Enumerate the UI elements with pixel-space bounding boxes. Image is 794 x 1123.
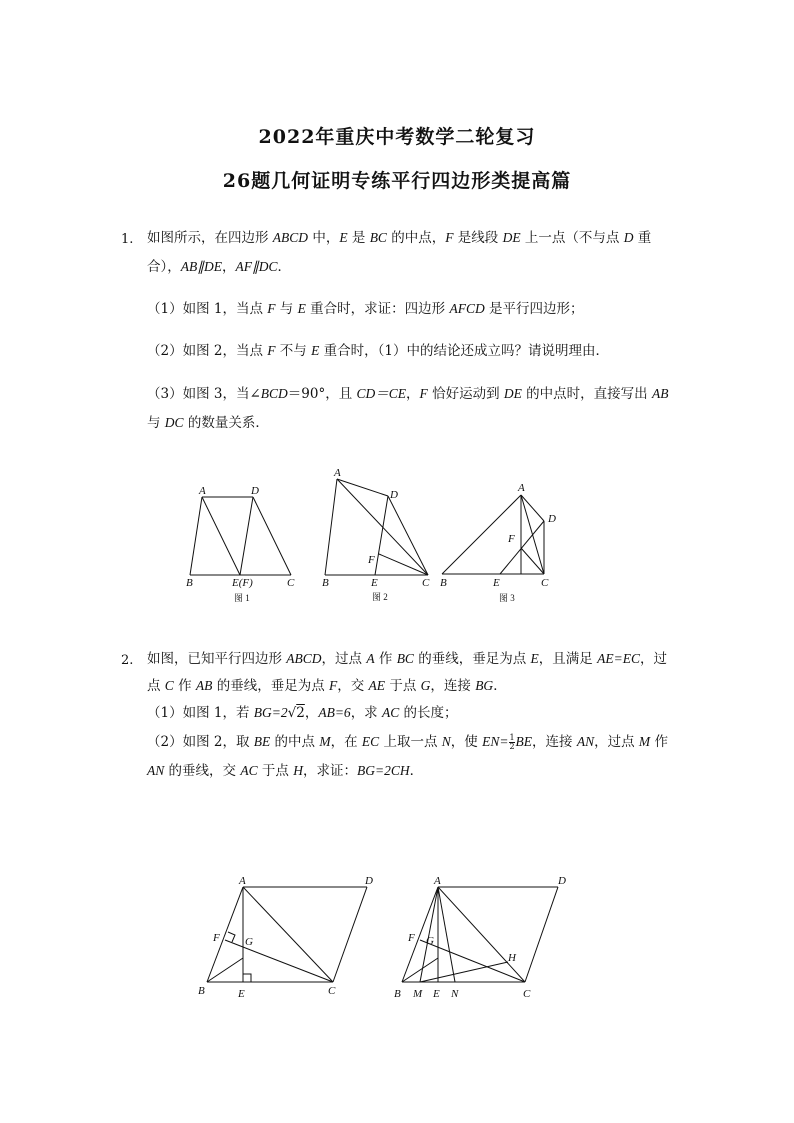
- fraction-one-half: $\frac{1}{2}$: [509, 733, 515, 751]
- label-B: B: [322, 577, 329, 589]
- label-E: E: [433, 988, 440, 1000]
- label-A: A: [199, 485, 206, 497]
- document-subtitle: 26题几何证明专练平行四边形类提高篇: [222, 170, 572, 192]
- label-B: B: [186, 577, 193, 589]
- label-M: M: [413, 988, 423, 1000]
- label-E-F: E(F): [232, 577, 253, 589]
- label-G: G: [426, 935, 434, 947]
- q2-part-1: （1）如图 1，若 BG=2√2，AB=6，求 AC 的长度；: [147, 705, 458, 721]
- label-B: B: [198, 985, 205, 997]
- question-1-number: 1.: [121, 232, 134, 247]
- q1-line-1: 如图所示，在四边形 ABCD 中，E 是 BC 的中点，F 是线段 DE 上一点（不与点 D 重: [147, 230, 652, 246]
- label-F: F: [508, 533, 515, 545]
- label-F: F: [408, 932, 415, 944]
- label-C: C: [523, 988, 531, 1000]
- figure-caption: 图 2: [372, 592, 388, 602]
- q1-part-2: （2）如图 2，当点 F 不与 E 重合时，（1）中的结论还成立吗？请说明理由．: [147, 343, 609, 359]
- q2-part-2-cont: AN 的垂线，交 AC 于点 H，求证：BG=2CH．: [147, 763, 424, 779]
- q1-line-2: 合），AB∥DE，AF∥DC．: [147, 259, 291, 275]
- label-A: A: [239, 875, 246, 887]
- label-A: A: [434, 875, 441, 887]
- label-A: A: [334, 467, 341, 479]
- figure-caption: 图 3: [499, 593, 515, 603]
- label-C: C: [422, 577, 430, 589]
- question-2-number: 2.: [121, 653, 134, 668]
- label-D: D: [390, 489, 398, 501]
- q2-part-2: （2）如图 2，取 BE 的中点 M，在 EC 上取一点 N，使 EN= $\frac{1}{2}$ BE，连接 AN，过点 M 作: [147, 733, 668, 751]
- label-B: B: [394, 988, 401, 1000]
- label-C: C: [328, 985, 336, 997]
- label-B: B: [440, 577, 447, 589]
- label-D: D: [548, 513, 556, 525]
- q2-figure-1: [195, 870, 385, 1005]
- label-F: F: [368, 554, 375, 566]
- q1-part-1: （1）如图 1，当点 F 与 E 重合时，求证：四边形 AFCD 是平行四边形；: [147, 301, 584, 317]
- label-D: D: [251, 485, 259, 497]
- q1-figure-3: [440, 478, 565, 605]
- label-E: E: [238, 988, 245, 1000]
- label-F: F: [213, 932, 220, 944]
- q2-figure-2: [390, 870, 580, 1005]
- label-C: C: [541, 577, 549, 589]
- label-C: C: [287, 577, 295, 589]
- label-N: N: [451, 988, 459, 1000]
- label-H: H: [508, 952, 516, 964]
- q1-figure-2: [315, 465, 440, 605]
- label-E: E: [493, 577, 500, 589]
- label-D: D: [558, 875, 566, 887]
- figure-caption: 图 1: [234, 593, 250, 603]
- label-A: A: [518, 482, 525, 494]
- label-G: G: [245, 936, 253, 948]
- q2-line-1: 如图，已知平行四边形 ABCD，过点 A 作 BC 的垂线，垂足为点 E，且满足 AE=EC，过: [147, 651, 667, 667]
- q1-part-3-cont: 与 DC 的数量关系．: [147, 415, 269, 431]
- q1-part-3: （3）如图 3，当∠BCD＝90°，且 CD＝CE，F 恰好运动到 DE 的中点时，直接写出 AB: [147, 386, 669, 402]
- label-D: D: [365, 875, 373, 887]
- label-E: E: [371, 577, 378, 589]
- q2-line-2: 点 C 作 AB 的垂线，垂足为点 F，交 AE 于点 G，连接 BG．: [147, 678, 507, 694]
- document-title: 2022年重庆中考数学二轮复习: [258, 126, 536, 148]
- q1-figure-1: [180, 480, 300, 605]
